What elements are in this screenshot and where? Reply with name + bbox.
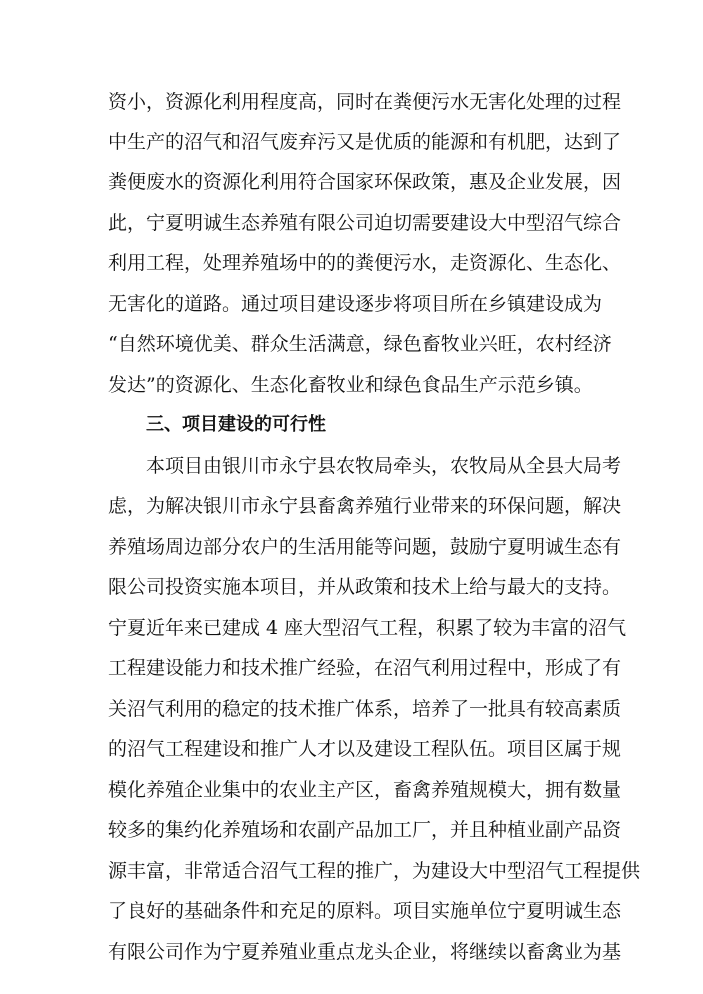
paragraph-2-line-11: 源丰富，非常适合沼气工程的推广，为建设大中型沼气工程提供	[108, 860, 641, 882]
paragraph-1-line-4: 此，宁夏明诚生态养殖有限公司迫切需要建设大中型沼气综合	[108, 212, 622, 234]
paragraph-2-line-3: 养殖场周边部分农户的生活用能等问题，鼓励宁夏明诚生态有	[108, 536, 622, 558]
paragraph-1-line-3: 粪便废水的资源化利用符合国家环保政策，惠及企业发展，因	[108, 171, 622, 193]
paragraph-2-line-13: 有限公司作为宁夏养殖业重点龙头企业，将继续以畜禽业为基	[108, 941, 622, 963]
paragraph-1-line-5: 利用工程，处理养殖场中的的粪便污水，走资源化、生态化、	[108, 252, 622, 274]
paragraph-1-line-6: 无害化的道路。通过项目建设逐步将项目所在乡镇建设成为	[108, 293, 603, 315]
paragraph-2-line-4: 限公司投资实施本项目，并从政策和技术上给与最大的支持。	[108, 576, 622, 598]
paragraph-2-line-5: 宁夏近年来已建成 4 座大型沼气工程，积累了较为丰富的沼气	[108, 617, 627, 639]
section-heading: 三、项目建设的可行性	[146, 414, 326, 435]
paragraph-2-line-9: 模化养殖企业集中的农业主产区，畜禽养殖规模大，拥有数量	[108, 779, 622, 801]
paragraph-1-line-1: 资小，资源化利用程度高，同时在粪便污水无害化处理的过程	[108, 91, 622, 113]
paragraph-1-line-2: 中生产的沼气和沼气废弃污又是优质的能源和有机肥，达到了	[108, 131, 622, 153]
paragraph-1-line-7: “自然环境优美、群众生活满意，绿色畜牧业兴旺，农村经济	[108, 333, 612, 355]
paragraph-2-line-6: 工程建设能力和技术推广经验，在沼气利用过程中，形成了有	[108, 657, 622, 679]
paragraph-2-line-10: 较多的集约化养殖场和农副产品加工厂，并且种植业副产品资	[108, 819, 622, 841]
paragraph-2-line-7: 关沼气利用的稳定的技术推广体系，培养了一批具有较高素质	[108, 698, 622, 720]
paragraph-2-line-2: 虑，为解决银川市永宁县畜禽养殖行业带来的环保问题，解决	[108, 495, 622, 517]
paragraph-1-line-8: 发达”的资源化、生态化畜牧业和绿色食品生产示范乡镇。	[108, 374, 593, 396]
paragraph-2-line-8: 的沼气工程建设和推广人才以及建设工程队伍。项目区属于规	[108, 738, 622, 760]
paragraph-2-line-1: 本项目由银川市永宁县农牧局牵头，农牧局从全县大局考	[146, 455, 622, 477]
paragraph-2-line-12: 了良好的基础条件和充足的原料。项目实施单位宁夏明诚生态	[108, 900, 622, 922]
